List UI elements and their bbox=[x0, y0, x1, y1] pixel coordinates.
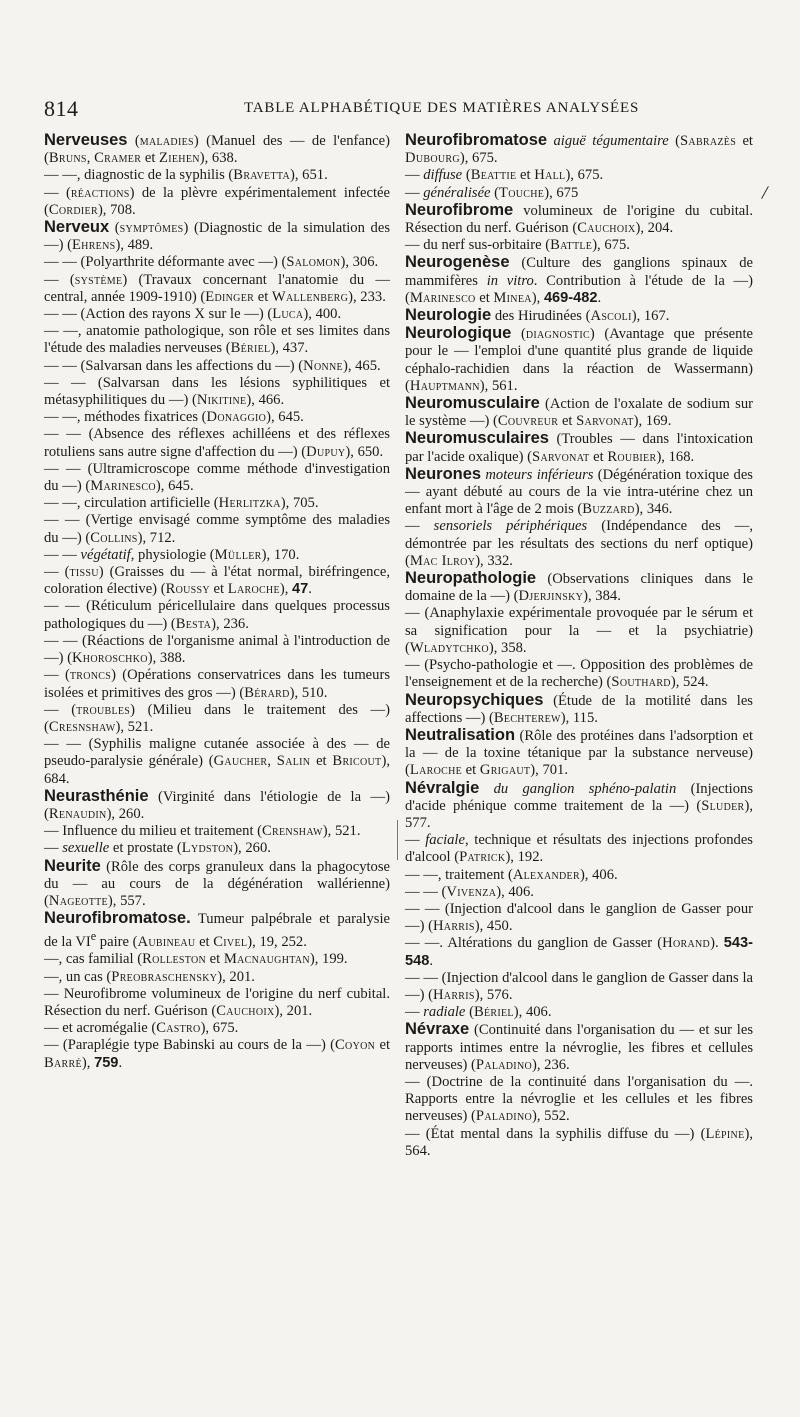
index-entry: — (Psycho-pathologie et —. Opposition des problèmes de l'enseignement et de la recherche) (Southard), 524. bbox=[405, 657, 753, 691]
index-entry: — faciale, technique et résultats des injections profondes d'alcool (Patrick), 192. bbox=[405, 832, 753, 866]
index-entry: — —, diagnostic de la syphilis (Bravetta), 651. bbox=[44, 167, 328, 184]
index-entry: Nerveuses (maladies) (Manuel des — de l'enfance) (Bruns, Cramer et Ziehen), 638. bbox=[44, 131, 390, 167]
index-entry: — du nerf sus-orbitaire (Battle), 675. bbox=[405, 237, 630, 254]
index-entry: Neurofibrome volumineux de l'origine du cubital. Résection du nerf. Guérison (Cauchoix), 204. bbox=[405, 200, 753, 237]
margin-mark: / bbox=[760, 181, 770, 205]
index-entry: — — (Polyarthrite déformante avec —) (Salomon), 306. bbox=[44, 254, 379, 271]
page-header bbox=[44, 96, 740, 120]
index-entry: — — (Vivenza), 406. bbox=[405, 883, 534, 900]
index-entry: — Neurofibrome volumineux de l'origine du nerf cubital. Résection du nerf. Guérison (Cauchoix), 201. bbox=[44, 985, 390, 1020]
index-entry: — —, méthodes fixatrices (Donaggio), 645. bbox=[44, 409, 304, 426]
index-entry: — (tissu) (Graisses du — à l'état normal, biréfringence, coloration élective) (Roussy et Laroche), 47. bbox=[44, 564, 390, 598]
index-entry: — — (Injection d'alcool dans le ganglion de Gasser pour —) (Harris), 450. bbox=[405, 900, 753, 935]
index-entry: — (État mental dans la syphilis diffuse du —) (Lépine), 564. bbox=[405, 1125, 753, 1159]
index-entry: — — (Absence des réflexes achilléens et des réflexes rotuliens sans autre signe d'affection du —) (Dupuy), 650. bbox=[44, 426, 390, 460]
index-entry: Neurologie des Hirudinées (Ascoli), 167. bbox=[405, 306, 670, 325]
index-entry: Névralgie du ganglion sphéno-palatin (Injections d'acide phénique comme traitement de la —) (Sluder), 577. bbox=[405, 778, 753, 831]
index-entry: — — (Injection d'alcool dans le ganglion de Gasser dans la —) (Harris), 576. bbox=[405, 969, 753, 1003]
index-entry: — (Paraplégie type Babinski au cours de la —) (Coyon et Barré), 759. bbox=[44, 1037, 390, 1071]
index-entry: —, un cas (Preobraschensky), 201. bbox=[44, 968, 255, 985]
page-number: 814 bbox=[44, 96, 79, 121]
index-entry: Névraxe (Continuité dans l'organisation du — et sur les rapports intimes entre la névroglie, les fibres et cellules nerveuses) (Paladino), 236. bbox=[405, 1020, 753, 1073]
index-entry: —, cas familial (Rolleston et Macnaughtan), 199. bbox=[44, 951, 348, 968]
index-entry: Neuropsychiques (Étude de la motilité dans les affections —) (Bechterew), 115. bbox=[405, 690, 753, 726]
index-entry: — et acromégalie (Castro), 675. bbox=[44, 1020, 239, 1037]
index-entry: Neurones moteurs inférieurs (Dégénération toxique des — ayant débuté au cours de la vie intra-utérine chez un enfant mort à l'âge de 2 mois (Buzzard), 346. bbox=[405, 464, 753, 518]
running-title: TABLE ALPHABÉTIQUE DES MATIÈRES ANALYSÉES bbox=[244, 100, 640, 116]
index-entry: — radiale (Bériel), 406. bbox=[405, 1004, 552, 1021]
index-entry: Neuromusculaire (Action de l'oxalate de sodium sur le système —) (Couvreur et Sarvonat), 169. bbox=[405, 394, 753, 430]
index-entry: — sexuelle et prostate (Lydston), 260. bbox=[44, 840, 271, 857]
index-entry: — (système) (Travaux concernant l'anatomie du — central, année 1909-1910) (Edinger et Wallenberg), 233. bbox=[44, 271, 390, 305]
index-entry: Neurasthénie (Virginité dans l'étiologie de la —) (Renaudin), 260. bbox=[44, 786, 390, 822]
index-entry: — généralisée (Touche), 675 bbox=[405, 184, 579, 201]
index-entry: Neurologique (diagnostic) (Avantage que présente pour le — l'emploi d'une quantité plus grande de liquide céphalo-rachidien dans la réaction de Wassermann) (Hauptmann), 561. bbox=[405, 324, 753, 394]
index-entry: — — végétatif, physiologie (Müller), 170. bbox=[44, 546, 300, 563]
left-column bbox=[44, 132, 390, 1072]
index-entry: — —, traitement (Alexander), 406. bbox=[405, 866, 618, 883]
index-entry: — sensoriels périphériques (Indépendance des —, démontrée par les résultats des sections du nerf optique) (Mac Ilroy), 332. bbox=[405, 518, 753, 569]
index-entry: — — (Action des rayons X sur le —) (Luca), 400. bbox=[44, 306, 342, 323]
index-entry: Neurofibromatose. Tumeur palpébrale et paralysie de la VIe paire (Aubineau et Civel), 19, 252. bbox=[44, 909, 390, 951]
index-entry: — — (Vertige envisagé comme symptôme des maladies du —) (Collins), 712. bbox=[44, 512, 390, 546]
index-entry: Nerveux (symptômes) (Diagnostic de la simulation des —) (Ehrens), 489. bbox=[44, 218, 390, 254]
index-entry: — —, circulation artificielle (Herlitzka), 705. bbox=[44, 495, 319, 512]
index-entry: — — (Réticulum péricellulaire dans quelques processus pathologiques du —) (Besta), 236. bbox=[44, 598, 390, 632]
index-entry: — — (Salvarsan dans les affections du —) (Nonne), 465. bbox=[44, 357, 381, 374]
index-entry: — — (Salvarsan dans les lésions syphilitiques et métasyphilitiques du —) (Nikitine), 466. bbox=[44, 374, 390, 409]
index-entry: — Influence du milieu et traitement (Crenshaw), 521. bbox=[44, 823, 361, 840]
index-entry: — (troubles) (Milieu dans le traitement des —) (Cresnshaw), 521. bbox=[44, 701, 390, 735]
index-entry: — — (Ultramicroscope comme méthode d'investigation du —) (Marinesco), 645. bbox=[44, 460, 390, 495]
index-entry: Neurite (Rôle des corps granuleux dans la phagocytose du — au cours de la dégénération wallérienne) (Nageotte), 557. bbox=[44, 856, 390, 909]
index-entry: Neurogenèse (Culture des ganglions spinaux de mammifères in vitro. Contribution à l'étude de la —) (Marinesco et Minea), 469-482. bbox=[405, 253, 753, 306]
index-entry: Neutralisation (Rôle des protéines dans l'adsorption et la — de la toxine tétanique par la substance nerveuse) (Laroche et Grigaut), 701. bbox=[405, 725, 753, 779]
index-entry: — — (Syphilis maligne cutanée associée à des — de pseudo-paralysie générale) (Gaucher, Salin et Bricout), 684. bbox=[44, 736, 390, 787]
index-entry: — (Anaphylaxie expérimentale provoquée par le sérum et sa signification pour la — et la psychiatrie) (Wladytchko), 358. bbox=[405, 605, 753, 656]
index-entry: — (réactions) de la plèvre expérimentalement infectée (Cordier), 708. bbox=[44, 184, 390, 218]
index-entry: Neurofibromatose aiguë tégumentaire (Sabrazès et Dubourg), 675. bbox=[405, 131, 753, 167]
index-entry: — — (Réactions de l'organisme animal à l'introduction de —) (Khoroschko), 388. bbox=[44, 632, 390, 667]
index-entry: Neuropathologie (Observations cliniques dans le domaine de la —) (Djerjinsky), 384. bbox=[405, 569, 753, 605]
index-entry: — —, anatomie pathologique, son rôle et ses limites dans l'étude des maladies nerveuses (Bériel), 437. bbox=[44, 323, 390, 357]
right-column bbox=[405, 132, 753, 1160]
index-entry: — (troncs) (Opérations conservatrices dans les tumeurs isolées et primitives des gros —) (Bérard), 510. bbox=[44, 667, 390, 701]
index-entry: — (Doctrine de la continuité dans l'organisation du —. Rapports entre la névroglie et les cellules et les fibres nerveuses) (Paladino), 552. bbox=[405, 1073, 753, 1125]
column-divider bbox=[397, 820, 398, 860]
index-entry: Neuromusculaires (Troubles — dans l'intoxication par l'acide oxalique) (Sarvonat et Roubier), 168. bbox=[405, 429, 753, 465]
index-entry: — diffuse (Beattie et Hall), 675. bbox=[405, 167, 604, 184]
index-entry: — —. Altérations du ganglion de Gasser (Horand). 543-548. bbox=[405, 935, 753, 969]
